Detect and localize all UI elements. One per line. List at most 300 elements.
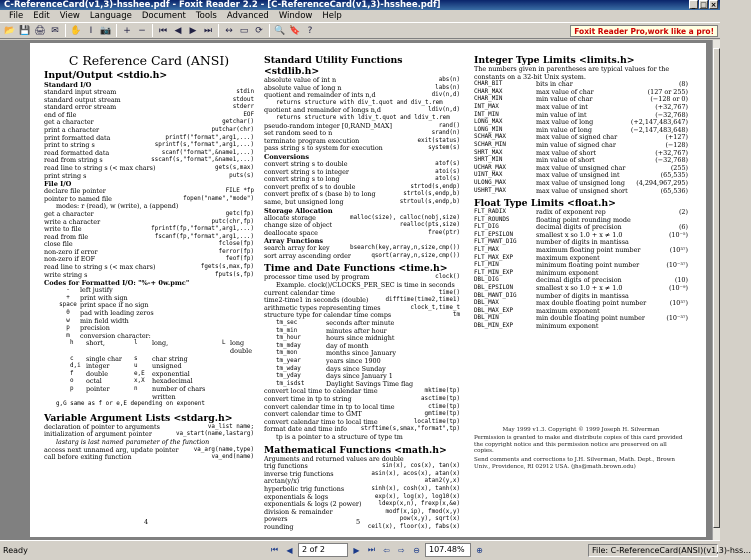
tm-desc: days since Sunday — [326, 364, 386, 373]
format-flag-row — [44, 287, 254, 295]
conv-cell: p — [70, 385, 74, 392]
menu-advanced[interactable]: Advanced — [226, 11, 269, 21]
conv-cell: x,X — [134, 378, 145, 385]
vertical-scrollbar[interactable] — [712, 40, 720, 540]
first-page-icon[interactable]: ⏮ — [270, 545, 279, 554]
limit-desc: number of digits in mantissa — [536, 238, 629, 247]
format-flag-row — [44, 295, 254, 303]
ref-code: pow(x,y), sqrt(x) — [399, 516, 460, 523]
ref-code: labs(n) — [435, 84, 460, 91]
tm-desc: minutes after hour — [326, 326, 387, 335]
flag-char: - — [66, 287, 70, 294]
ref-code: stdout — [232, 96, 254, 103]
ref-desc: current calendar time — [264, 288, 336, 297]
ref-code: div(n,d) — [431, 92, 460, 99]
ref-desc: division & remainder — [264, 507, 333, 516]
limit-name: UCHAR_MAX — [474, 164, 506, 171]
tm-field: tm_wday — [276, 365, 301, 372]
limit-desc: min value of char — [536, 95, 593, 104]
conv-cell: long, — [152, 339, 169, 348]
limit-name: FLT_RADIX — [474, 209, 506, 216]
limit-desc: min value of long — [536, 125, 592, 134]
ref-code: realloc(pts,size) — [399, 222, 460, 229]
limit-name: DBL_MAX_EXP — [474, 307, 514, 314]
card-title: C Reference Card (ANSI) — [68, 53, 230, 68]
zoom-out-icon[interactable]: − — [138, 25, 146, 36]
limit-desc: max value of int — [536, 102, 588, 111]
ref-code: gets(s,max) — [214, 164, 254, 171]
toolbar-separator — [116, 24, 117, 37]
ref-desc: read line to string s (< max chars) — [44, 263, 156, 272]
save-icon[interactable]: 💾 — [19, 25, 31, 36]
limit-value: (−128 or 0) — [650, 95, 688, 104]
limit-name: LONG_MIN — [474, 126, 503, 133]
ref-code: srand(n) — [431, 130, 460, 137]
ref-desc: non-zero if error — [44, 247, 98, 256]
ref-desc: convert string s to double — [264, 159, 348, 168]
limit-name: SCHAR_MAX — [474, 134, 506, 141]
subsection-array: Array Functions — [264, 237, 324, 246]
ref-code: strtoul(s,endp,b) — [399, 198, 460, 205]
limit-value: (+2,147,483,647) — [630, 118, 688, 127]
ref-code: printf("format",arg1,...) — [165, 134, 254, 141]
conv-cell — [222, 386, 230, 401]
status-bar — [0, 540, 751, 560]
limit-value: (10) — [674, 276, 688, 285]
ref-code: gmtime(tp) — [424, 411, 460, 418]
status-file: File: C-ReferenceCard(ANSI)(v1,3)-hss... — [588, 544, 718, 557]
ref-row — [264, 524, 460, 532]
subsection-conversions: Conversions — [264, 152, 310, 161]
ref-code: atan2(y,x) — [424, 478, 460, 485]
print-icon[interactable]: 🖨 — [34, 25, 46, 36]
ref-code: putc(chr,fp) — [211, 218, 254, 225]
bookmark-icon[interactable]: 🔖 — [289, 25, 301, 36]
section-io: Input/Output <stdio.h> — [44, 70, 168, 81]
forward-icon[interactable]: ⇨ — [398, 545, 405, 555]
ref-desc: convert time in tp to string — [264, 394, 352, 403]
conv-cell: e,E — [134, 370, 145, 377]
limit-name: INT_MAX — [474, 103, 499, 110]
tp-note: tp is a pointer to a structure of type tm — [276, 432, 403, 441]
scrollbar-thumb[interactable] — [713, 48, 720, 528]
page-number-4: 4 — [144, 518, 149, 526]
page-navigation — [268, 543, 486, 557]
minimize-button[interactable]: _ — [689, 0, 698, 9]
ref-code: va_start(name,lastarg) — [175, 431, 254, 438]
limit-value: (−128) — [665, 140, 688, 149]
limit-name: CHAR_MAX — [474, 88, 503, 95]
conv-cell: s — [134, 355, 138, 362]
ref-code: ceil(x), floor(x), fabs(x) — [367, 523, 460, 530]
limits-note: The numbers given in parentheses are typical values for the constants on a 32-bit Unix system. — [474, 65, 670, 81]
ref-desc: access next unnamed arg, update pointer — [44, 445, 179, 454]
limit-desc: maximum exponent — [536, 306, 600, 315]
limit-name: FLT_EPSILON — [474, 231, 514, 238]
ref-code: fscanf(fp,"format",arg1,...) — [154, 233, 254, 240]
limit-value: (255) — [670, 163, 688, 172]
limit-name: INT_MIN — [474, 111, 499, 118]
limit-name: FLT_MANT_DIG — [474, 239, 517, 246]
limit-name: FLT_MIN_EXP — [474, 269, 514, 276]
ref-desc: time2-time1 in seconds (double) — [264, 296, 369, 305]
limit-value: (+32,767) — [655, 102, 688, 111]
ref-desc: structure type for calendar time comps — [264, 311, 392, 320]
toolbar-separator — [65, 24, 66, 37]
ref-code: mktime(tp) — [424, 388, 460, 395]
ref-desc: read line to string s (< max chars) — [44, 163, 156, 172]
tm-desc: hours since midnight — [326, 334, 395, 343]
ref-desc: hyperbolic trig functions — [264, 484, 345, 493]
tm-desc: months since January — [326, 349, 396, 358]
ref-code: fprintf(fp,"format",arg1,...) — [151, 226, 254, 233]
conv-cell: single char — [86, 354, 122, 363]
zoom-in-icon[interactable]: + — [123, 25, 131, 36]
window-titlebar[interactable] — [0, 0, 720, 10]
ref-code: modf(x,ip), fmod(x,y) — [385, 508, 460, 515]
limit-value: (10⁻³⁷) — [666, 314, 688, 323]
document-viewport[interactable] — [0, 40, 712, 540]
conv-cell: h — [70, 340, 74, 347]
ref-desc: standard input stream — [44, 88, 117, 96]
ref-code: ldiv(n,d) — [428, 107, 460, 114]
limit-row — [474, 188, 688, 196]
column-1 — [44, 53, 254, 462]
limit-desc: minimum exponent — [536, 322, 599, 330]
section-limits: Integer Type Limits <limits.h> — [474, 55, 635, 66]
ref-desc: write to file — [44, 225, 82, 234]
conv-last: g,G same as f or e,E depending on exponent — [56, 401, 205, 408]
ref-code: rand() — [438, 122, 460, 129]
contact-note: Send comments and corrections to J.H. Silverman, Math. Dept., Brown Univ., Providence, RI 02912 USA. (jhs@math.brown.edu) — [474, 456, 676, 470]
ref-code: va_end(name) — [211, 454, 254, 461]
limit-name: DBL_DIG — [474, 277, 499, 284]
limit-value: (127 or 255) — [647, 87, 688, 96]
ref-desc: same, but unsigned long — [264, 197, 344, 206]
ref-desc: write a character — [44, 217, 101, 226]
conv-cell: c — [70, 355, 74, 362]
ref-code: ferror(fp) — [218, 248, 254, 255]
ref-desc: call before exiting function — [44, 453, 132, 462]
conversion-row — [44, 386, 254, 401]
ref-desc: search array for key — [264, 244, 330, 253]
ref-desc: deallocate space — [264, 228, 318, 237]
zoom-field[interactable]: 107.48% — [425, 543, 471, 557]
limit-name: LONG_MAX — [474, 119, 503, 126]
limit-desc: minimum floating point number — [536, 261, 640, 270]
ref-desc: read formatted data — [44, 148, 110, 157]
ref-row — [264, 199, 460, 207]
ref-row — [44, 173, 254, 181]
ref-code: getchar() — [222, 119, 254, 126]
close-button[interactable]: × — [710, 1, 717, 9]
ref-code: sscanf(s,"format",&name1,...) — [151, 157, 254, 164]
snapshot-icon[interactable]: 📷 — [100, 25, 112, 36]
ref-desc: sort array ascending order — [264, 251, 351, 260]
hand-icon[interactable]: ✋ — [70, 25, 82, 36]
subsection-storage: Storage Allocation — [264, 206, 333, 215]
column-2 — [264, 53, 460, 531]
ref-desc: standard error stream — [44, 103, 117, 112]
ref-desc: end of file — [44, 110, 77, 119]
ref-desc: convert string s to long — [264, 175, 340, 184]
ref-code: fclose(fp) — [218, 241, 254, 248]
limit-desc: max value of signed char — [536, 133, 618, 142]
main-toolbar — [0, 22, 720, 39]
limit-value: (+32,767) — [655, 148, 688, 157]
section-float: Float Type Limits <float.h> — [474, 198, 616, 210]
tm-field: tm_isdst — [276, 380, 305, 387]
ref-code: fputs(s,fp) — [214, 271, 254, 278]
column-3 — [474, 53, 688, 470]
ref-code: asin(x), acos(x), atan(x) — [371, 470, 460, 477]
menu-tools[interactable]: Tools — [195, 11, 217, 21]
file-modes: modes: r (read), w (write), a (append) — [56, 202, 179, 211]
zoom-out-icon[interactable]: ⊖ — [413, 545, 420, 555]
limit-name: FLT_MAX — [474, 247, 499, 254]
ref-code: putchar(chr) — [211, 126, 254, 133]
ref-desc: declare file pointer — [44, 187, 106, 196]
zoom-in-icon[interactable]: ⊕ — [476, 545, 483, 555]
ref-code: clock_t,time_t — [410, 304, 460, 311]
tm-desc: Daylight Savings Time flag — [326, 379, 414, 388]
ref-desc: pseudo-random integer [0,RAND_MAX] — [264, 121, 392, 130]
ref-desc: inverse trig functions — [264, 469, 334, 478]
limit-value: (10⁻³⁷) — [666, 261, 688, 270]
ref-code: asctime(tp) — [420, 395, 460, 402]
limit-name: FLT_DIG — [474, 224, 499, 231]
rotate-icon[interactable]: ⟳ — [255, 25, 263, 36]
conv-cell: long double — [230, 339, 252, 355]
ref-code: sprintf(s,"format",arg1,...) — [154, 142, 254, 149]
ldiv-return-note: returns structure with ldiv_t.quot and ldiv_t.rem — [276, 114, 450, 121]
menu-help[interactable]: Help — [322, 11, 342, 21]
limit-name: DBL_EPSILON — [474, 285, 514, 292]
limit-desc: maximum exponent — [536, 253, 600, 262]
limit-desc: max value of unsigned short — [536, 186, 628, 195]
ref-code: atol(s) — [435, 176, 460, 183]
last-page-icon[interactable]: ⏭ — [203, 25, 213, 36]
limit-value: (+127) — [665, 133, 688, 142]
ref-desc: trig functions — [264, 462, 308, 471]
limit-name: FLT_MAX_EXP — [474, 254, 514, 261]
ref-desc: convert calendar time in tp to local time — [264, 402, 395, 411]
limit-desc: decimal digits of precision — [536, 276, 622, 285]
fit-width-icon[interactable]: ↔ — [225, 25, 233, 36]
fit-page-icon[interactable]: ▭ — [239, 25, 249, 36]
tm-desc: seconds after minute — [326, 319, 395, 328]
tm-field: tm_year — [276, 358, 301, 364]
subsection-format-codes: Codes for Formatted I/O: "%-+ 0w.pmc" — [44, 279, 190, 288]
ref-desc: change size of object — [264, 221, 333, 230]
ref-desc: pointer to named file — [44, 194, 112, 203]
limit-value: (−2,147,483,648) — [630, 125, 688, 134]
flag-char: space — [59, 302, 77, 309]
ref-desc: print to string s — [44, 141, 95, 150]
prev-page-icon[interactable]: ◀ — [174, 25, 182, 36]
clock-example: Example. clock()/CLOCKS_PER_SEC is time in seconds — [276, 281, 455, 290]
permission-note: Permission is granted to make and distribute copies of this card provided the copyright notice and this permission notice are preserved on all copies. — [474, 435, 683, 455]
flag-char: 0 — [66, 310, 70, 317]
menu-window[interactable]: Window — [278, 11, 313, 21]
maximize-button[interactable]: □ — [700, 1, 707, 9]
conversion-row — [44, 340, 254, 355]
email-icon[interactable]: ✉ — [51, 25, 59, 36]
limit-name: ULONG_MAX — [474, 179, 506, 186]
conv-cell — [222, 371, 230, 379]
conv-cell: unsigned — [152, 362, 182, 371]
limit-desc: min value of short — [536, 156, 595, 165]
conv-cell — [230, 378, 254, 386]
format-flag-row — [44, 333, 254, 341]
ref-row — [44, 454, 254, 462]
limit-value: (10⁻⁵) — [668, 230, 688, 239]
promo-banner[interactable]: Foxit Reader Pro,work like a pro! — [570, 25, 718, 37]
conv-cell: l — [134, 340, 138, 347]
limit-value: (2) — [678, 208, 688, 217]
ref-code: EOF — [243, 111, 254, 118]
conversion-row — [44, 356, 254, 364]
subsection-file-io: File I/O — [44, 180, 72, 189]
ref-code: feof(fp) — [225, 256, 254, 263]
lastarg-note: lastarg is last named parameter of the function — [56, 437, 210, 446]
section-time: Time and Date Functions <time.h> — [264, 263, 448, 275]
ref-desc: arctan(y/x) — [264, 477, 300, 486]
limit-desc: min value of signed char — [536, 140, 616, 149]
copyright-line: May 1999 v1.3. Copyright © 1999 Joseph H. Silverman — [502, 426, 660, 433]
ref-row — [264, 92, 460, 100]
flag-char: w — [66, 317, 70, 324]
limit-desc: number of digits in mantissa — [536, 291, 629, 300]
limit-desc: max value of short — [536, 148, 597, 157]
ref-desc: convert prefix of s (base b) to long — [264, 190, 376, 199]
next-page-icon[interactable]: ▶ — [189, 25, 197, 36]
ref-code: strtol(s,endp,b) — [403, 191, 460, 198]
limit-value: (8) — [678, 80, 688, 89]
conv-cell: u — [134, 363, 138, 370]
ref-code: exp(x), log(x), log10(x) — [374, 493, 460, 500]
ref-desc: exponentials & logs — [264, 492, 329, 501]
ref-code: exit(status) — [417, 137, 460, 144]
ref-code: clock() — [435, 274, 460, 281]
limit-name: DBL_MIN_EXP — [474, 323, 514, 329]
ref-code: ldexp(x,n), frexp(x,&e) — [378, 501, 460, 508]
ref-code: bsearch(key,array,n,size,cmp()) — [350, 245, 460, 252]
ref-code: fopen("name","mode") — [183, 195, 254, 202]
menu-document[interactable]: Document — [141, 11, 186, 21]
ref-desc: format date and time info — [264, 425, 347, 434]
limit-value: (10³⁷) — [669, 246, 688, 255]
conv-cell — [230, 363, 254, 371]
limit-desc: smallest x so 1.0 + x ≠ 1.0 — [536, 284, 623, 293]
page-number-field[interactable]: 2 of 2 — [298, 543, 348, 557]
menu-edit[interactable]: Edit — [33, 11, 50, 21]
menu-language[interactable]: Language — [89, 11, 132, 21]
pdf-page — [30, 43, 706, 537]
ref-desc: absolute value of int n — [264, 76, 337, 84]
conv-cell: pointer — [86, 384, 110, 393]
conv-cell: o — [70, 378, 74, 385]
limit-row — [474, 323, 688, 331]
ref-code: FILE *fp — [225, 188, 254, 195]
ref-code: stderr — [232, 104, 254, 111]
limit-value: (10⁻⁹) — [668, 284, 688, 293]
tm-field: tm_mon — [276, 350, 298, 357]
ref-code: fgets(s,max,fp) — [200, 264, 254, 271]
conv-cell: short, — [86, 339, 105, 348]
conv-cell: L — [222, 340, 226, 347]
ref-code: strftime(s,smax,"format",tp) — [360, 426, 460, 433]
ref-desc: pass string s to system for execution — [264, 144, 383, 153]
menu-file[interactable]: File — [9, 11, 24, 21]
open-icon[interactable]: 📂 — [4, 25, 16, 36]
ref-desc: write string s — [44, 270, 88, 279]
ref-code: stdin — [236, 89, 254, 95]
prev-page-icon[interactable]: ◀ — [286, 545, 293, 555]
flag-char: + — [66, 294, 70, 301]
limit-name: CHAR_BIT — [474, 81, 503, 88]
menu-view[interactable]: View — [59, 11, 80, 21]
limit-desc: minimum exponent — [536, 268, 599, 277]
limit-desc: max value of unsigned long — [536, 178, 625, 187]
flag-desc: print space if no sign — [80, 301, 149, 310]
conv-cell — [222, 356, 230, 364]
conv-cell: n — [134, 385, 138, 392]
subsection-standard-io: Standard I/O — [44, 81, 92, 89]
section-math: Mathematical Functions <math.h> — [264, 444, 447, 456]
ref-code: difftime(time2,time1) — [385, 297, 460, 304]
search-icon[interactable]: 🔍 — [274, 25, 286, 36]
ref-desc: quotient and remainder of longs n,d — [264, 106, 381, 115]
last-page-icon[interactable]: ⏭ — [367, 545, 376, 554]
ref-row — [264, 253, 460, 261]
limit-name: DBL_MIN — [474, 315, 499, 322]
ref-row — [44, 272, 254, 280]
limit-desc: maximum floating point number — [536, 246, 641, 255]
limit-value: (65,536) — [660, 186, 688, 195]
toolbar-separator — [269, 24, 270, 37]
flag-desc: precision — [80, 324, 110, 333]
math-note: Arguments and returned values are double — [264, 454, 404, 463]
ref-desc: convert string s to integer — [264, 167, 349, 176]
limit-name: FLT_MIN — [474, 262, 499, 269]
tm-field: tm_yday — [276, 373, 301, 380]
ref-desc: print string s — [44, 171, 87, 180]
ref-code: atoi(s) — [435, 168, 460, 175]
limit-desc: max value of long — [536, 118, 594, 127]
select-text-icon[interactable]: I — [89, 25, 93, 36]
flag-desc: min field width — [80, 316, 129, 325]
conv-cell: integer — [86, 362, 110, 371]
back-icon[interactable]: ⇦ — [383, 545, 390, 555]
next-page-icon[interactable]: ▶ — [353, 545, 360, 555]
flag-desc: pad with leading zeros — [80, 309, 154, 318]
tm-desc: day of month — [326, 341, 369, 350]
limit-value: (−32,768) — [655, 110, 688, 119]
ref-desc: get a character — [44, 118, 94, 127]
conv-cell — [222, 363, 230, 371]
ref-code: localtime(tp) — [413, 418, 460, 425]
limit-desc: decimal digits of precision — [536, 223, 622, 232]
first-page-icon[interactable]: ⏮ — [158, 25, 168, 36]
help-icon[interactable]: ? — [307, 25, 313, 36]
conv-cell — [230, 371, 254, 379]
tm-field: tm_mday — [276, 342, 301, 349]
limit-name: SHRT_MIN — [474, 157, 503, 164]
ref-desc: print formatted data — [44, 133, 111, 142]
limit-value: (4,294,967,295) — [636, 178, 688, 187]
ref-desc: quotient and remainder of ints n,d — [264, 91, 376, 100]
